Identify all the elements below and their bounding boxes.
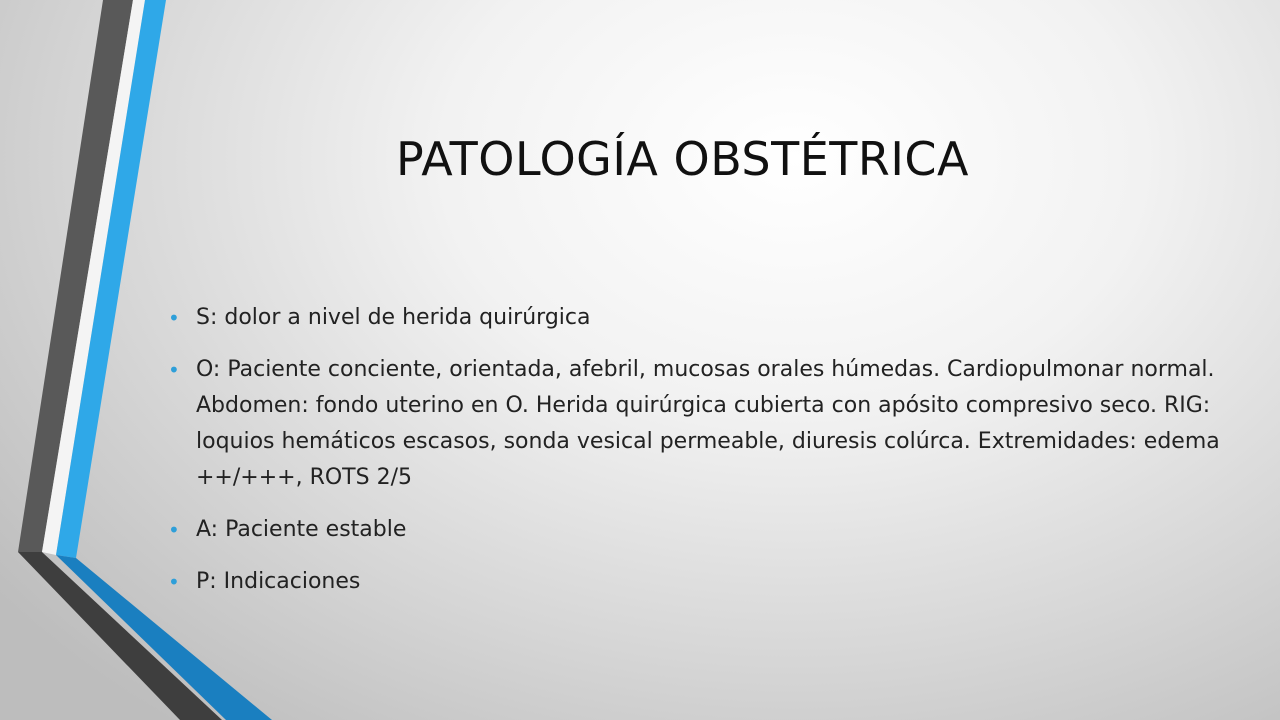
- bullet-text: P: Indicaciones: [196, 569, 361, 594]
- bullet-list: [168, 300, 1228, 616]
- bullet-text: A: Paciente estable: [196, 517, 407, 542]
- bullet-text: O: Paciente conciente, orientada, afebril, mucosas orales húmedas. Cardiopulmonar normal. Abdomen: fondo uterino en O. Herida quirúrgica cubierta con apósito compresivo seco. RIG: loquios hemáticos escasos, sonda vesical permeable, diuresis colúrca. Extremidades: edema ++/+++, ROTS 2/5: [196, 357, 1220, 490]
- bullet-item-a: [168, 512, 1228, 548]
- bullet-item-o: [168, 352, 1228, 496]
- bullet-dot-icon: •: [168, 570, 180, 594]
- slide-title: PATOLOGÍA OBSTÉTRICA: [395, 132, 970, 186]
- bullet-dot-icon: •: [168, 358, 180, 382]
- bullet-text: S: dolor a nivel de herida quirúrgica: [196, 305, 591, 330]
- bullet-item-s: [168, 300, 1228, 336]
- bullet-dot-icon: •: [168, 306, 180, 330]
- bullet-item-p: [168, 564, 1228, 600]
- bullet-dot-icon: •: [168, 518, 180, 542]
